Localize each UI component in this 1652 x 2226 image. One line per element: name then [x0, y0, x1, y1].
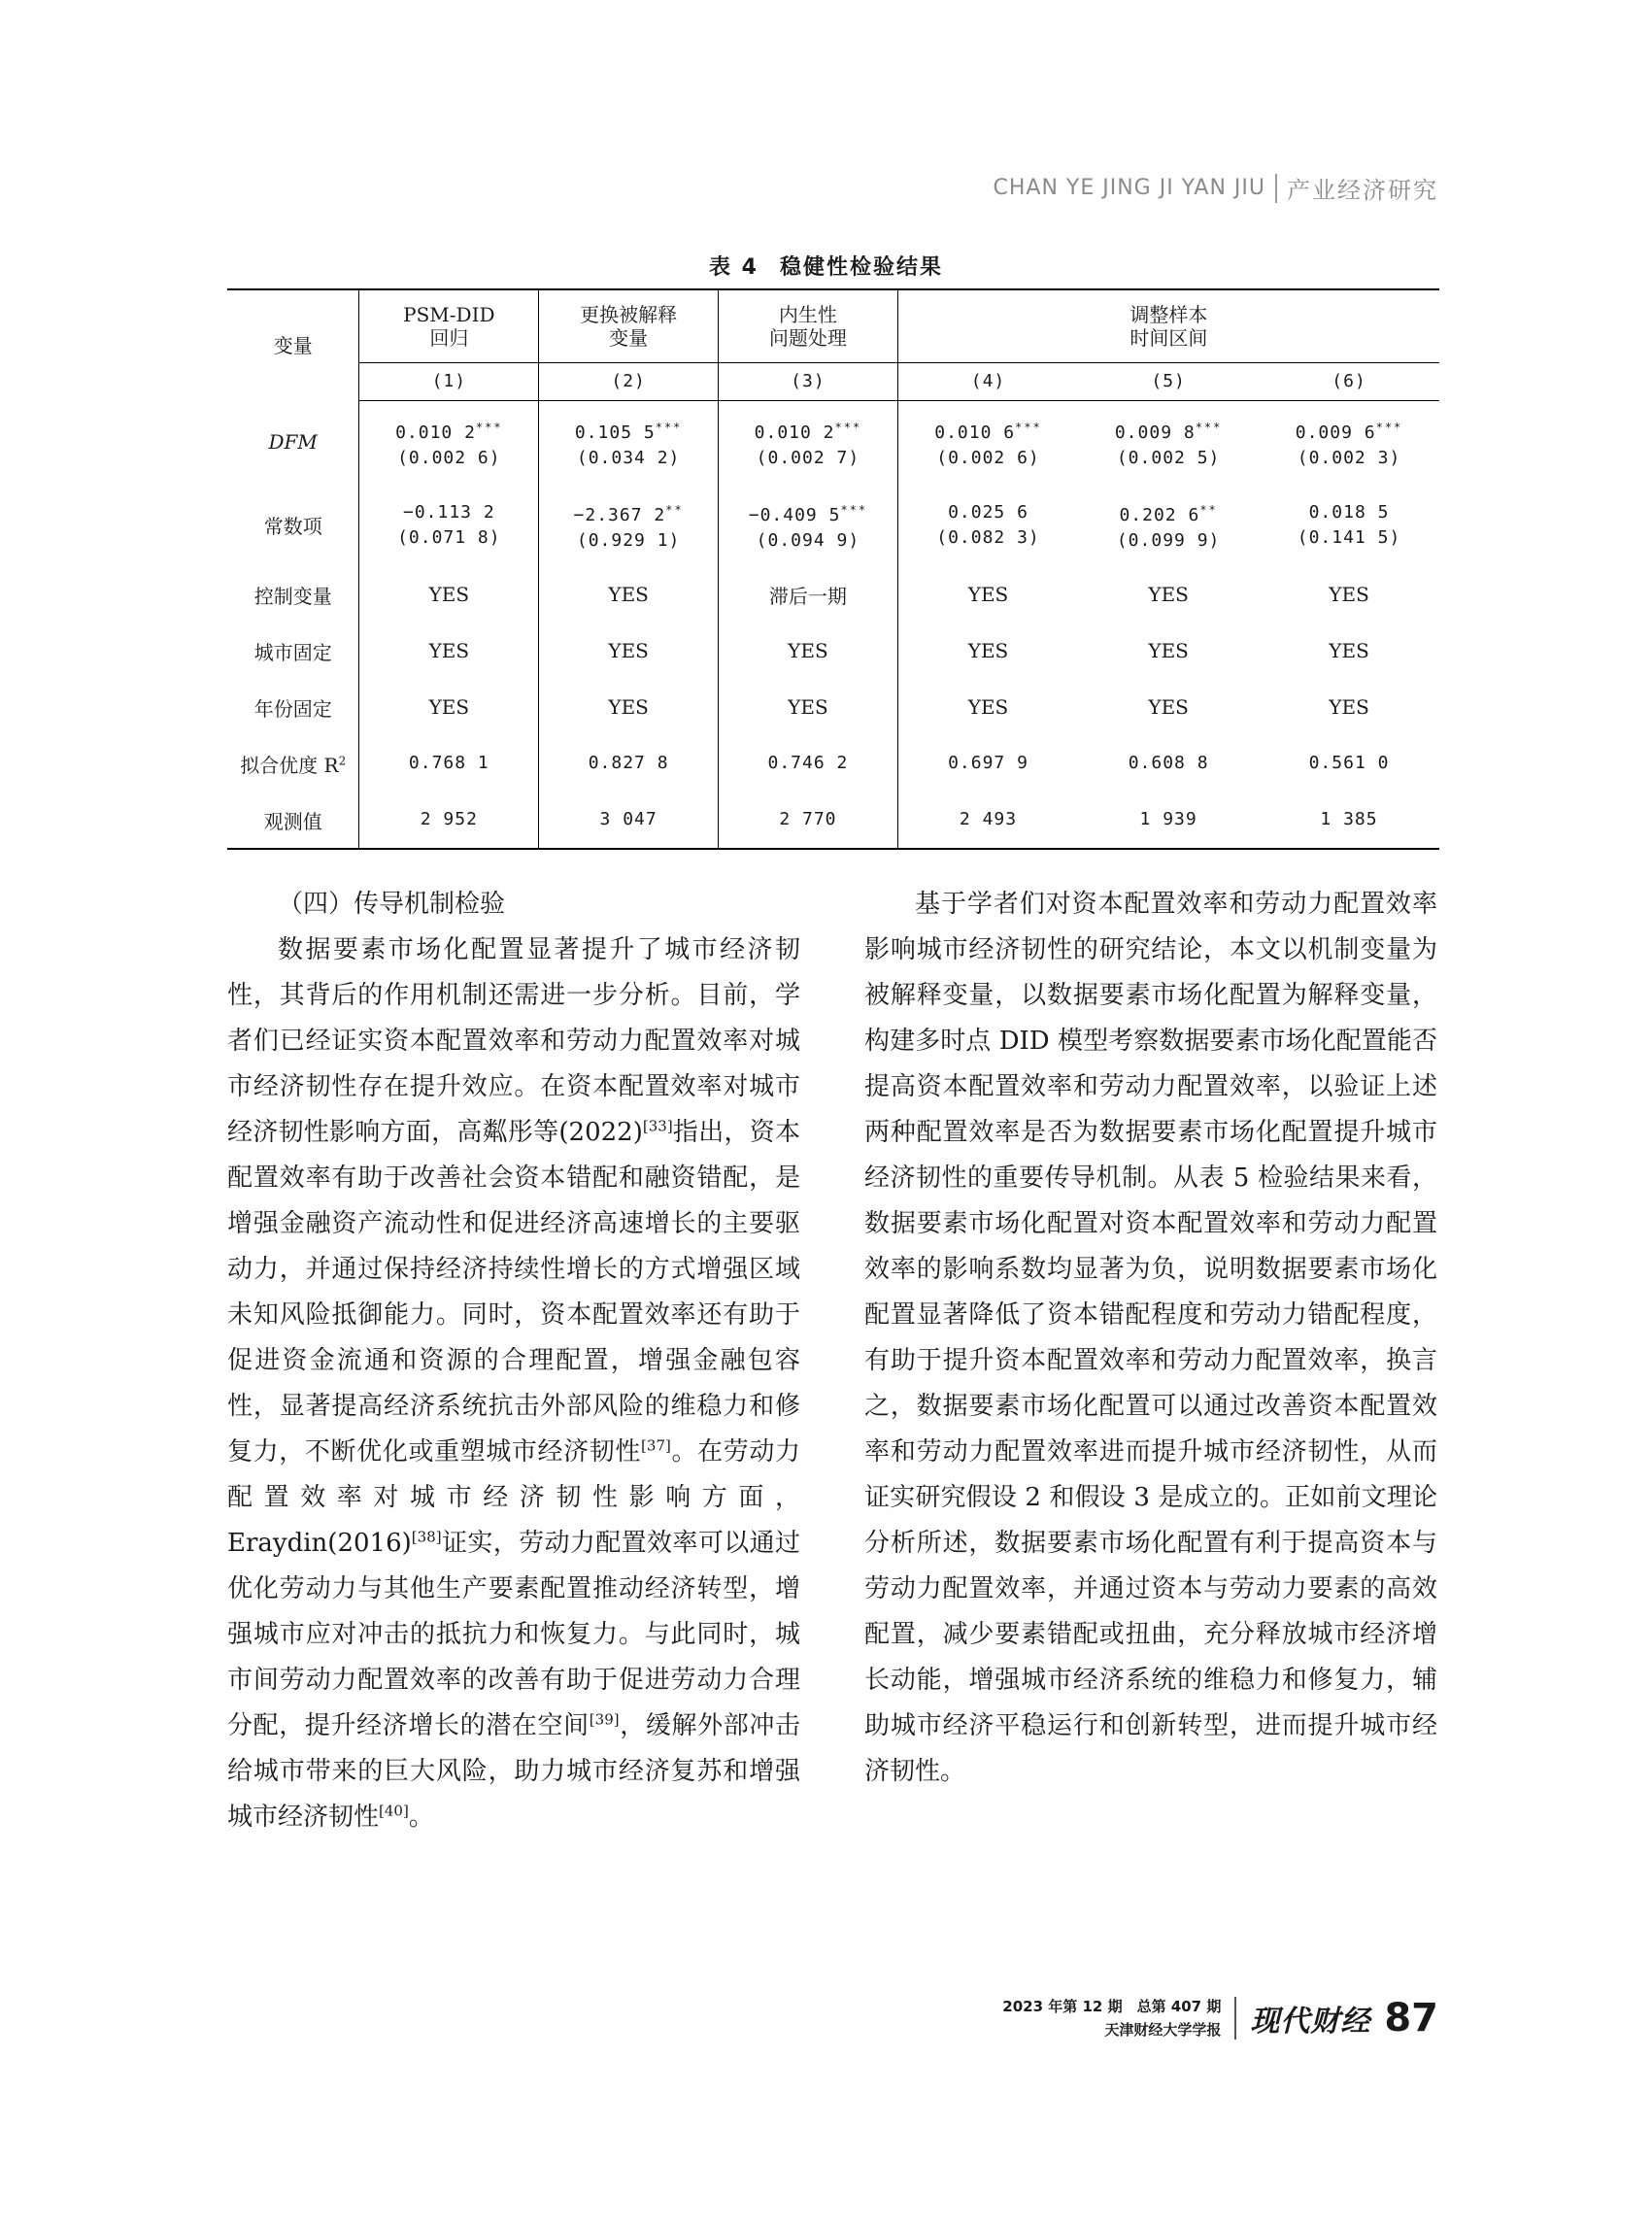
footer-info	[1002, 1995, 1221, 2041]
group-header	[719, 289, 898, 363]
coefficient: 0.010 2***	[395, 420, 503, 443]
table-cell: YES	[1329, 695, 1369, 719]
body-paragraph	[227, 928, 800, 1840]
group-header-line: 问题处理	[768, 326, 847, 350]
table-cell: 0.768 1	[359, 735, 539, 792]
body-paragraph: 基于学者们对资本配置效率和劳动力配置效率影响城市经济韧性的研究结论，本文以机制变量为被解释变量，以数据要素市场化配置为解释变量，构建多时点 DID 模型考察数据要素市场化配置能否提高资本配置效率和劳动力配置效率，以验证上述两种配置效率是否为数据要素市场化配置提升城市经济韧性的重要传导机制。从表 5 检验结果来看，数据要素市场化配置对资本配置效率和劳动力配置效率的影响系数均显著为负，说明数据要素市场化配置显著降低了资本错配程度和劳动力错配程度，有助于提升资本配置效率和劳动力配置效率，换言之，数据要素市场化配置可以通过改善资本配置效率和劳动力配置效率进而提升城市经济韧性，从而证实研究假设 2 和假设 3 是成立的。正如前文理论分析所述，数据要素市场化配置有利于提高资本与劳动力配置效率，并通过资本与劳动力要素的高效配置，减少要素错配或扭曲，充分释放城市经济增长动能，增强城市经济系统的维稳力和修复力，辅助城市经济平稳运行和创新转型，进而提升城市经济韧性。	[864, 890, 1437, 1786]
column-number: (4)	[897, 363, 1078, 401]
coefficient: 0.010 2***	[754, 420, 862, 443]
running-head-chinese: 产业经济研究	[1287, 177, 1438, 204]
column-number: (5)	[1078, 363, 1259, 401]
table-cell: YES	[359, 623, 539, 679]
standard-error: (0.002 6)	[936, 447, 1040, 468]
text-run: 证实，劳动力配置效率可以通过优化劳动力与其他生产要素配置推动经济转型，增强城市应对冲击的抵抗力和恢复力。与此同时，城市间劳动力配置效率的改善有助于促进劳动力合理分配，提升经济增长的潜在空间	[227, 1529, 800, 1740]
table-cell: YES	[897, 623, 1078, 679]
table-cell: YES	[719, 679, 898, 735]
citation-ref: [40]	[379, 1802, 409, 1820]
text-run: ，缓解外部冲击给城市带来的巨大风险，助力城市经济复苏和增强城市经济韧性	[227, 1711, 800, 1832]
table-cell: YES	[897, 566, 1078, 623]
running-head	[994, 171, 1439, 205]
running-head-divider	[1275, 174, 1277, 203]
table-cell: YES	[539, 679, 719, 735]
table-cell	[539, 484, 719, 566]
journal-name: 天津财经大学学报	[1104, 2021, 1222, 2039]
row-label: 城市固定	[253, 640, 332, 664]
table-cell	[719, 484, 898, 566]
coefficient: 0.010 6***	[934, 420, 1042, 443]
citation-ref: [38]	[411, 1528, 442, 1546]
table-cell: YES	[719, 623, 898, 679]
robustness-table	[227, 288, 1439, 850]
table-cell: YES	[359, 679, 539, 735]
table-cell	[1078, 484, 1259, 566]
table-row	[227, 679, 1439, 735]
coefficient: 0.025 6	[948, 501, 1028, 523]
table-cell: 2 770	[719, 792, 898, 849]
coefficient: 0.105 5***	[574, 420, 683, 443]
group-header-line: PSM-DID	[403, 303, 495, 326]
text-run: 数据要素市场化配置显著提升了城市经济韧性，其背后的作用机制还需进一步分析。目前，学者们已经证实资本配置效率和劳动力配置效率对城市经济韧性存在提升效应。在资本配置效率对城市经济韧性影响方面，高粼彤等(2022)	[227, 935, 800, 1147]
standard-error: (0.141 5)	[1297, 526, 1401, 548]
table-cell: YES	[539, 566, 719, 623]
table-cell: 0.746 2	[719, 735, 898, 792]
table-cell: YES	[1329, 583, 1369, 606]
text-run: 指出，资本配置效率有助于改善社会资本错配和融资错配，是增强金融资产流动性和促进经济高速增长的主要驱动力，并通过保持经济持续性增长的方式增强区域未知风险抵御能力。同时，资本配置效率还有助于促进资金流通和资源的合理配置，增强金融包容性，显著提高经济系统抗击外部风险的维稳力和修复力，不断优化或重塑城市经济韧性	[227, 1118, 800, 1467]
table-row	[227, 623, 1439, 679]
running-head-latin: CHAN YE JING JI YAN JIU	[993, 176, 1265, 200]
superscript: 2	[338, 753, 347, 767]
table-cell: 0.827 8	[539, 735, 719, 792]
table-row	[227, 401, 1439, 485]
table-cell	[1259, 401, 1439, 485]
table-cell: 3 047	[539, 792, 719, 849]
significance-stars: ***	[655, 420, 683, 434]
table-title: 稳健性检验结果	[779, 255, 943, 280]
standard-error: (0.002 6)	[397, 447, 501, 468]
standard-error: (0.099 9)	[1116, 529, 1221, 551]
citation-ref: [37]	[641, 1436, 671, 1455]
table-cell: 2 493	[897, 792, 1078, 849]
table-cell: 1 939	[1078, 792, 1259, 849]
group-header-line: 内生性	[778, 303, 837, 326]
significance-stars: ***	[834, 420, 862, 434]
table-cell: 滞后一期	[719, 566, 898, 623]
table-cell: 1 385	[1259, 792, 1439, 849]
standard-error: (0.082 3)	[936, 526, 1040, 548]
standard-error: (0.929 1)	[576, 529, 681, 551]
table-row	[227, 792, 1439, 849]
significance-stars: ***	[1375, 420, 1403, 434]
issue-info: 2023 年第 12 期 总第 407 期	[1002, 1998, 1222, 2015]
coefficient: −0.409 5***	[748, 502, 868, 525]
standard-error: (0.071 8)	[397, 526, 501, 548]
standard-error: (0.002 7)	[756, 447, 860, 468]
table-row	[227, 735, 1439, 792]
text-run: 。	[408, 1803, 434, 1832]
column-number: (1)	[359, 363, 539, 401]
section-heading: （四）传导机制检验	[278, 890, 506, 919]
table-row	[227, 484, 1439, 566]
group-header	[359, 289, 539, 363]
significance-stars: **	[665, 502, 684, 517]
group-header-line: 时间区间	[1129, 326, 1208, 350]
group-header-line: 调整样本	[1129, 303, 1208, 326]
group-header	[897, 289, 1439, 363]
group-header-line: 变量	[609, 326, 649, 350]
table-cell: 2 952	[359, 792, 539, 849]
group-header	[539, 289, 719, 363]
table-cell	[1078, 401, 1259, 485]
coefficient: 0.009 8***	[1114, 420, 1223, 443]
significance-stars: ***	[475, 420, 503, 434]
row-label: 年份固定	[253, 696, 332, 721]
text-run: 。在劳动力配置效率对城市经济韧性影响方面，Eraydin(2016)	[227, 1437, 800, 1558]
table-cell: YES	[1329, 639, 1369, 662]
group-header-line: 回归	[429, 326, 469, 350]
significance-stars: ***	[840, 502, 868, 517]
table-cell: YES	[539, 623, 719, 679]
coefficient: −0.113 2	[402, 501, 495, 523]
row-label: 观测值	[227, 792, 359, 849]
table-cell: 0.561 0	[1308, 753, 1390, 773]
column-number: (6)	[1259, 363, 1439, 401]
coefficient: 0.009 6***	[1295, 420, 1403, 443]
coefficient: 0.202 6**	[1119, 502, 1218, 525]
table-caption	[0, 251, 1652, 281]
standard-error: (0.034 2)	[576, 447, 681, 468]
left-column	[227, 882, 800, 1840]
significance-stars: **	[1199, 502, 1218, 517]
table-cell: YES	[897, 679, 1078, 735]
variable-header: 变量	[227, 289, 359, 401]
standard-error: (0.094 9)	[756, 529, 860, 551]
table-cell	[719, 401, 898, 485]
table-cell	[539, 401, 719, 485]
citation-ref: [39]	[589, 1710, 620, 1729]
column-number: (2)	[539, 363, 719, 401]
table-label: 表 4	[709, 255, 759, 280]
row-label: 拟合优度 $R^2$	[240, 753, 347, 777]
significance-stars: ***	[1195, 420, 1223, 434]
coefficient: 0.018 5	[1308, 501, 1390, 523]
citation-ref: [33]	[642, 1117, 673, 1135]
standard-error: (0.002 5)	[1116, 447, 1221, 468]
coefficient: −2.367 2**	[573, 502, 684, 525]
standard-error: (0.002 3)	[1297, 447, 1401, 468]
column-number: (3)	[719, 363, 898, 401]
significance-stars: ***	[1015, 420, 1042, 434]
journal-logo: 现代财经	[1250, 2005, 1371, 2039]
table-cell: YES	[359, 566, 539, 623]
row-label: DFM	[268, 430, 318, 455]
group-header-line: 更换被解释	[580, 303, 678, 326]
table-cell: 0.697 9	[897, 735, 1078, 792]
table-cell: 0.608 8	[1128, 753, 1209, 773]
right-column	[864, 882, 1437, 1795]
page-number: 87	[1384, 1996, 1438, 2040]
table-cell	[897, 484, 1078, 566]
table-cell	[359, 484, 539, 566]
row-label: 常数项	[263, 515, 322, 538]
table-row	[227, 566, 1439, 623]
table-cell	[897, 401, 1078, 485]
row-label: 控制变量	[253, 584, 332, 608]
table-cell: YES	[1148, 695, 1189, 719]
footer-divider	[1234, 1997, 1236, 2040]
table-cell	[1259, 484, 1439, 566]
page-footer	[1002, 1995, 1438, 2041]
column-number-row	[227, 363, 1439, 401]
table-cell	[359, 401, 539, 485]
table-cell: YES	[1148, 639, 1189, 662]
table-cell: YES	[1148, 583, 1189, 606]
